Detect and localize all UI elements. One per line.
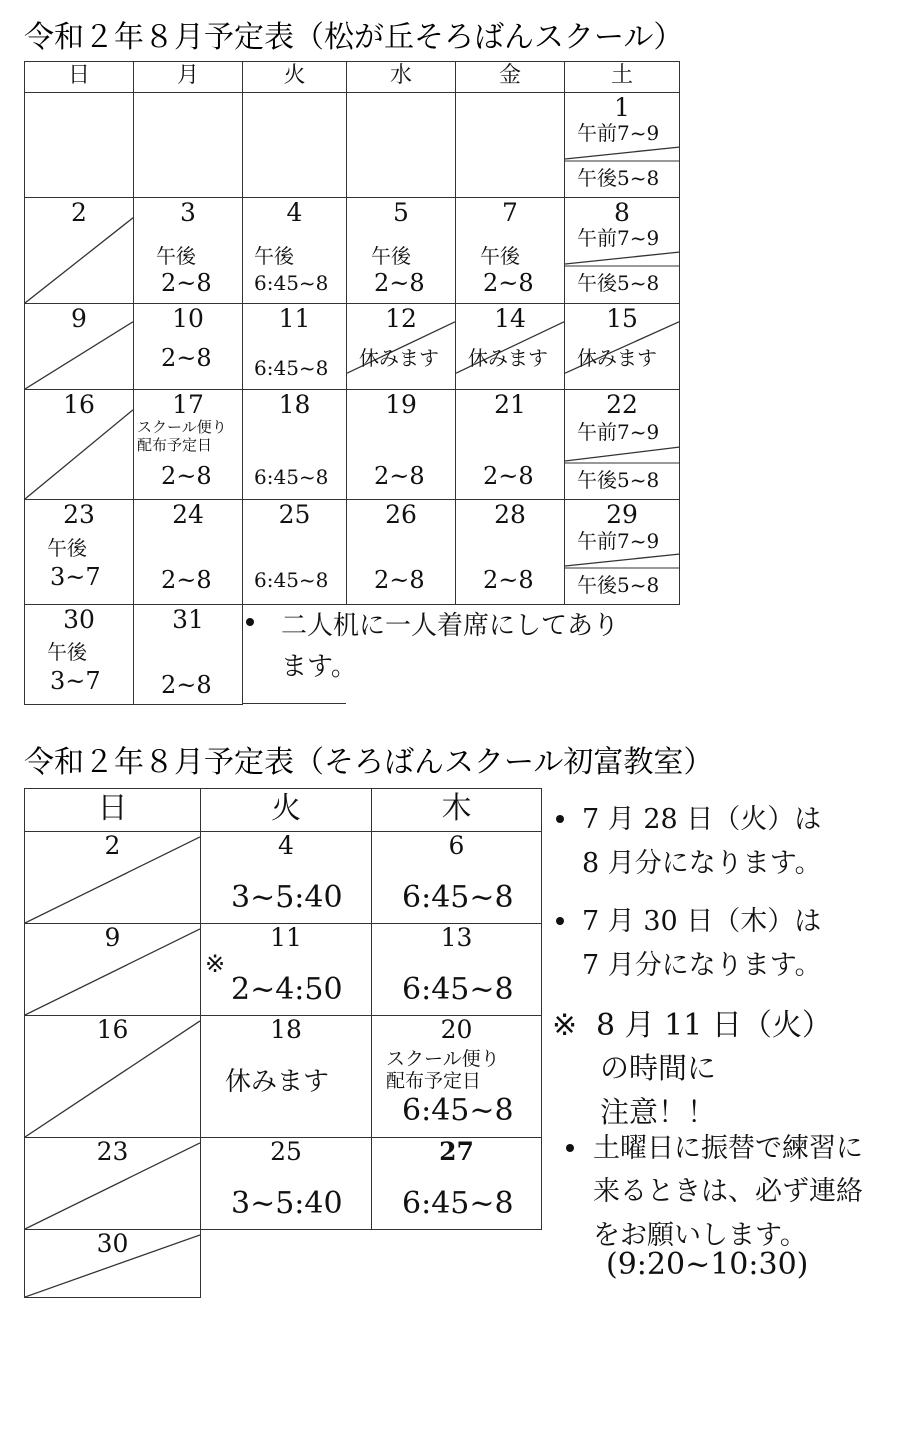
bullet-icon — [566, 1144, 574, 1152]
day-number: 17 — [172, 390, 204, 419]
split-line — [565, 445, 680, 465]
day-number: 22 — [606, 390, 638, 419]
day-number: 20 — [440, 1015, 473, 1044]
time: 2~8 — [483, 566, 534, 594]
day-cell — [456, 500, 565, 605]
pm-label: 午後 — [47, 536, 87, 560]
day-cell — [243, 390, 347, 500]
day-number: 15 — [606, 304, 638, 333]
day-cell — [347, 500, 456, 605]
time: 6:45~8 — [402, 1186, 514, 1221]
day-cell-closed — [565, 304, 680, 390]
header-tue: 火 — [243, 62, 347, 93]
day-number: 14 — [494, 304, 526, 333]
day-number: 12 — [385, 304, 417, 333]
day-cell-closed — [25, 924, 201, 1016]
header-fri: 金 — [456, 62, 565, 93]
time: 6:45~8 — [402, 880, 514, 915]
time: 6:45~8 — [254, 568, 329, 592]
empty-cell — [347, 93, 456, 198]
split-line — [565, 145, 680, 163]
time: 6:45~8 — [402, 972, 514, 1007]
day-number: 25 — [270, 1137, 302, 1166]
day-number: 19 — [385, 390, 417, 419]
day-cell — [372, 924, 542, 1016]
time: 2~8 — [161, 344, 212, 372]
day-number: 1 — [614, 93, 630, 122]
day-number: 28 — [494, 500, 526, 529]
time: 6:45~8 — [254, 356, 329, 380]
header-mon: 月 — [134, 62, 243, 93]
cell-border — [242, 703, 346, 704]
time: 2~8 — [483, 269, 534, 297]
day-cell-closed — [456, 304, 565, 390]
attention-mark: ※ — [205, 950, 226, 978]
day-number: 9 — [71, 304, 87, 333]
day-cell — [565, 500, 680, 605]
calendar2-week3 — [25, 1016, 542, 1138]
day-cell — [372, 1016, 542, 1138]
day-cell-closed — [25, 1016, 201, 1138]
day-cell-closed — [25, 1138, 201, 1230]
day-cell — [25, 605, 134, 705]
day-cell — [243, 500, 347, 605]
time: 6:45~8 — [254, 465, 329, 489]
empty-area — [201, 1230, 542, 1298]
day-cell — [134, 605, 243, 705]
cal1-note-line1: 二人机に一人着席にしてあり — [281, 611, 620, 641]
calendar1-title: 令和２年８月予定表（松が丘そろばんスクール） — [24, 20, 684, 55]
day-cell-closed — [347, 304, 456, 390]
time: 3~5:40 — [231, 880, 343, 915]
sat-afternoon: 午後5~8 — [577, 166, 660, 190]
day-cell — [456, 198, 565, 304]
day-number: 4 — [278, 831, 294, 860]
time: 2~8 — [161, 462, 212, 490]
sat-morning: 午前7~9 — [577, 529, 660, 553]
header-sat: 土 — [565, 62, 680, 93]
note2-line1: 7 月 30 日（木）は — [582, 906, 822, 937]
pm-label: 午後 — [371, 244, 411, 268]
day-cell — [134, 390, 243, 500]
sat-morning: 午前7~9 — [577, 121, 660, 145]
day-number: 23 — [63, 500, 95, 529]
day-cell-closed — [25, 304, 134, 390]
attention-mark: ※ — [552, 1008, 578, 1043]
day-cell — [134, 500, 243, 605]
header-wed: 水 — [347, 62, 456, 93]
header-tue: 火 — [201, 789, 372, 832]
day-cell — [565, 390, 680, 500]
day-number: 9 — [104, 923, 121, 952]
day-cell-closed — [201, 1016, 372, 1138]
empty-cell — [134, 93, 243, 198]
pm-label: 午後 — [47, 640, 87, 664]
time: 2~8 — [374, 462, 425, 490]
day-cell — [347, 198, 456, 304]
day-cell-closed — [25, 1230, 201, 1298]
day-cell — [201, 924, 372, 1016]
day-cell — [243, 198, 347, 304]
calendar1-week1 — [25, 93, 680, 198]
calendar2-header-row — [25, 789, 542, 832]
time: 6:45~8 — [254, 271, 329, 295]
closed-label: 休みます — [359, 346, 439, 370]
pm-label: 午後 — [156, 244, 196, 268]
day-number: 31 — [172, 605, 204, 634]
newsletter-line1: スクール便り — [137, 418, 227, 436]
day-number: 24 — [172, 500, 204, 529]
day-cell — [456, 390, 565, 500]
day-number: 11 — [270, 923, 302, 952]
newsletter-line1: スクール便り — [386, 1048, 500, 1070]
day-number: 2 — [71, 198, 87, 227]
header-thu: 木 — [372, 789, 542, 832]
day-cell — [565, 93, 680, 198]
cal1-note-line2: ます。 — [281, 652, 357, 682]
day-number: 7 — [502, 198, 518, 227]
day-cell — [25, 500, 134, 605]
note1-line2: 8 月分になります。 — [582, 848, 822, 879]
day-cell — [347, 390, 456, 500]
note1-line1: 7 月 28 日（火）は — [582, 804, 822, 835]
time: 2~8 — [161, 671, 212, 699]
time: 2~8 — [161, 269, 212, 297]
note4-line2: 来るときは、必ず連絡 — [593, 1176, 863, 1207]
calendar1-week5 — [25, 500, 680, 605]
empty-cell — [25, 93, 134, 198]
calendar2-table — [24, 788, 542, 1298]
day-number: 30 — [96, 1229, 129, 1258]
empty-cell — [243, 93, 347, 198]
day-number: 13 — [440, 923, 473, 952]
day-cell — [565, 198, 680, 304]
sat-afternoon: 午後5~8 — [577, 468, 660, 492]
calendar1-week4 — [25, 390, 680, 500]
day-number: 21 — [494, 390, 526, 419]
bullet-icon — [246, 618, 254, 626]
time: 2~8 — [161, 566, 212, 594]
calendar2-week1 — [25, 832, 542, 924]
note3-line3: 注意！！ — [600, 1095, 717, 1129]
split-line — [565, 250, 680, 268]
calendar2-week5 — [25, 1230, 542, 1298]
day-number: 29 — [606, 500, 638, 529]
day-cell — [372, 832, 542, 924]
time: 3~5:40 — [231, 1186, 343, 1221]
bullet-icon — [556, 815, 564, 823]
day-number: 26 — [385, 500, 417, 529]
day-number: 4 — [286, 198, 303, 227]
day-number: 27 — [439, 1137, 474, 1166]
day-cell-closed — [25, 390, 134, 500]
day-number: 18 — [270, 1015, 302, 1044]
sat-morning: 午前7~9 — [577, 420, 660, 444]
sat-afternoon: 午後5~8 — [577, 573, 660, 597]
pm-label: 午後 — [480, 244, 520, 268]
newsletter-line2: 配布予定日 — [386, 1070, 482, 1092]
day-number: 18 — [278, 390, 311, 419]
sat-afternoon: 午後5~8 — [577, 271, 660, 295]
day-number: 16 — [63, 390, 95, 419]
day-number: 5 — [393, 198, 409, 227]
time: 2~8 — [374, 269, 425, 297]
closed-label: 休みます — [468, 346, 548, 370]
day-number: 3 — [180, 198, 196, 227]
day-cell-closed — [25, 832, 201, 924]
time: 2~8 — [483, 462, 534, 490]
day-cell — [372, 1138, 542, 1230]
day-number: 25 — [278, 500, 311, 529]
day-number: 8 — [614, 198, 630, 227]
day-number: 30 — [63, 605, 95, 634]
note4-line1: 土曜日に振替で練習に — [593, 1133, 863, 1164]
bullet-icon — [556, 917, 564, 925]
newsletter-line2: 配布予定日 — [137, 436, 213, 454]
day-number: 23 — [96, 1137, 129, 1166]
day-cell — [243, 304, 347, 390]
note2-line2: 7 月分になります。 — [582, 950, 822, 981]
pm-label: 午後 — [254, 244, 294, 268]
calendar2-title: 令和２年８月予定表（そろばんスクール初富教室） — [24, 745, 714, 780]
time: 3~7 — [50, 667, 101, 695]
calendar1-week3 — [25, 304, 680, 390]
empty-cell — [456, 93, 565, 198]
split-line — [565, 552, 680, 570]
day-cell — [134, 198, 243, 304]
header-sun: 日 — [25, 62, 134, 93]
time: 2~8 — [374, 566, 425, 594]
time: 2~4:50 — [231, 972, 343, 1007]
calendar1-header-row — [25, 62, 680, 93]
sat-morning: 午前7~9 — [577, 226, 660, 250]
day-cell — [134, 304, 243, 390]
closed-label: 休みます — [225, 1067, 330, 1097]
day-cell — [201, 832, 372, 924]
calendar1-week2 — [25, 198, 680, 304]
calendar2-week2 — [25, 924, 542, 1016]
day-number: 6 — [448, 831, 465, 860]
closed-label: 休みます — [577, 346, 657, 370]
day-number: 16 — [96, 1015, 129, 1044]
day-cell — [201, 1138, 372, 1230]
day-number: 2 — [104, 831, 121, 860]
day-cell-closed — [25, 198, 134, 304]
time: 6:45~8 — [402, 1093, 514, 1128]
calendar2-week4 — [25, 1138, 542, 1230]
note3-line2: の時間に — [600, 1051, 717, 1085]
day-number: 11 — [278, 304, 311, 333]
time: 3~7 — [50, 563, 101, 591]
note4-line3: をお願いします。 — [593, 1220, 807, 1251]
header-sun: 日 — [25, 789, 201, 832]
note3-line1: 8 月 11 日（火） — [596, 1008, 832, 1043]
note4-line4: (9:20~10:30) — [606, 1247, 809, 1282]
day-number: 10 — [172, 304, 204, 333]
